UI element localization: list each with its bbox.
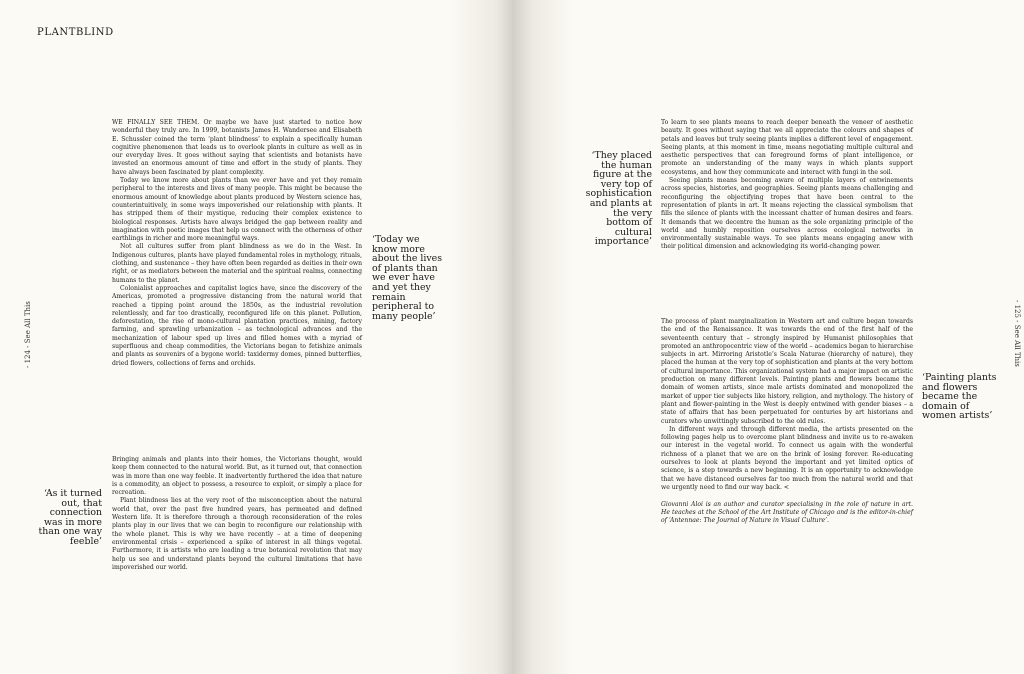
- right-page: [512, 0, 1024, 674]
- author-bio: Giovanni Aloi is an author and curator specialising in the role of nature in art. He teaches at the School of the Art Institute of Chicago and is the editor-in-chief of ‘Antennae: The Journal of Nature in Visual Culture’.: [661, 500, 913, 525]
- left-column-top: [112, 119, 362, 368]
- running-head: PLANTBLIND: [37, 27, 114, 38]
- paragraph: Colonialist approaches and capitalist logics have, since the discovery of the Americas, promoted a progressive distancing from the natural world that reached a tipping point around the 1850s, as the industrial revolution relentlessly, and far too drastically, reconfigured life on this planet. Pollution, deforestation, the rise of mono-cultural plantation practices, mining, factory farming, and sprawling urbanization – as technological advances and the mechanization of labour sped up lives and filled homes with a myriad of superfluous and cheap commodities, the Victorians began to fetishize animals and plants as souvenirs of a bygone world: taxidermy domes, pinned butterflies, dried flowers, collections of ferns and orchids.: [112, 284, 362, 367]
- pull-quote: ‘They placed the human figure at the very top of sophistication and plants at the very bottom of cultural importance’: [585, 150, 652, 248]
- pull-quote: ‘As it turned out, that connection was in more than one way feeble’: [38, 488, 102, 547]
- paragraph: In different ways and through different media, the artists presented on the following pages help us to overcome plant blindness and invite us to re-awaken our interest in the vegetal world. To connect us again with the wonderful richness of a planet that we are on the brink of losing forever. Re-educating ourselves to look at plants beyond the important and yet limited optics of science, is a step towards a new beginning. It is an opportunity to acknowledge that we have distanced ourselves far too much from the natural world and that we urgently need to find our way back. <: [661, 425, 913, 491]
- paragraph: WE FINALLY SEE THEM. Or maybe we have just started to notice how wonderful they truly are. In 1999, botanists James H. Wandersee and Elisabeth E. Schussler coined the term ‘plant blindness’ to explain a specifically human cognitive phenomenon that leads us to overlook plants in culture as well as in our everyday lives. It goes without saying that scientists and botanists have invested an enormous amount of time and effort in the study of plants. They have always been fascinated by plant complexity.: [112, 119, 362, 176]
- paragraph: Today we know more about plants than we ever have and yet they remain peripheral to the interests and lives of many people. This might be because the enormous amount of knowledge about plants produced by Western science has, counterintuitively, in some ways impoverished our relationship with plants. It has stripped them of their mystique, reducing their complex existence to biological responses. Artists have always bridged the gap between reality and imagination with poetic images that help us connect with the otherness of other earthlings in richer and more meaningful ways.: [112, 177, 362, 243]
- paragraph: Seeing plants means becoming aware of multiple layers of entwinements across species, histories, and geographies. Seeing plants means challenging and reconfiguring the objectifying tropes that have been central to the representation of plants in art. It means rejecting the classical symbolism that fills the silence of plants with the incessant chatter of human desires and fears. It demands that we decentre the human as the sole organizing principle of the world and humbly reposition ourselves across ecological networks in environmentally sustainable ways. To see plants means engaging anew with their political dimension and acknowledging its world-changing power.: [661, 177, 913, 251]
- paragraph: The process of plant marginalization in Western art and culture began towards the end of the Renaissance. It was towards the end of the first half of the seventeenth century that – strongly inspired by Humanist philosophies that promoted an anthropocentric view of the world – academics began to hierarchise subjects in art. Mirroring Aristotle’s Scala Naturae (hierarchy of nature), they placed the human at the very top of sophistication and plants at the very bottom of cultural importance. This organizational system had a major impact on artistic production on many different levels. Painting plants and flowers became the domain of women artists, since male artists dominated and monopolized the market of upper tier subjects like history, religion, and mythology. The history of plant and flower-painting in the West is deeply entwined with gender biases – a state of affairs that has been perpetuated for centuries by art historians and curators who unwittingly subscribed to the old rules.: [661, 318, 913, 425]
- pull-quote: ‘Painting plants and flowers became the domain of women artists’: [922, 372, 997, 422]
- left-column-bottom: [112, 456, 362, 572]
- paragraph: Plant blindness lies at the very root of the misconception about the natural world that, over the past five hundred years, has permeated and defined Western life. It is therefore through a thorough reconsideration of the roles plants play in our lives that we can begin to reconfigure our relationship with the whole planet. This is why we have recently – at a time of deepening environmental crisis – experienced a spike of interest in all things vegetal. Furthermore, it is artists who are leading a true botanical revolution that may help us see and understand plants beyond the cultural limitations that have impoverished our world.: [112, 497, 362, 571]
- paragraph: Not all cultures suffer from plant blindness as we do in the West. In Indigenous cultures, plants have played fundamental roles in mythology, rituals, clothing, and sustenance – they have often been regarded as deities in their own right, or as mediators between the material and the spiritual realms, connecting humans to the planet.: [112, 243, 362, 284]
- paragraph: To learn to see plants means to reach deeper beneath the veneer of aesthetic beauty. It goes without saying that we all appreciate the colours and shapes of petals and leaves but truly seeing plants implies a different level of engagement. Seeing plants, at this moment in time, means negotiating multiple cultural and aesthetic perspectives that can foreground forms of plant intelligence, or promote an understanding of the many ways in which plants support ecosystems, and how they communicate and interact with fungi in the soil.: [661, 119, 913, 176]
- pull-quote: ‘Today we know more about the lives of plants than we ever have and yet they remain peripheral to many people’: [372, 234, 443, 322]
- paragraph: Bringing animals and plants into their homes, the Victorians thought, would keep them connected to the natural world. But, as it turned out, that connection was in more than one way feeble. It inadvertently furthered the idea that nature is a commodity, an object to possess, a resource to exploit, or simply a place for recreation.: [112, 456, 362, 497]
- page-number-left: - 124 - See All This: [24, 301, 32, 368]
- page-number-right: - 125 - See All This: [1013, 300, 1021, 367]
- right-column-bottom: [661, 318, 913, 525]
- right-column-top: [661, 119, 913, 252]
